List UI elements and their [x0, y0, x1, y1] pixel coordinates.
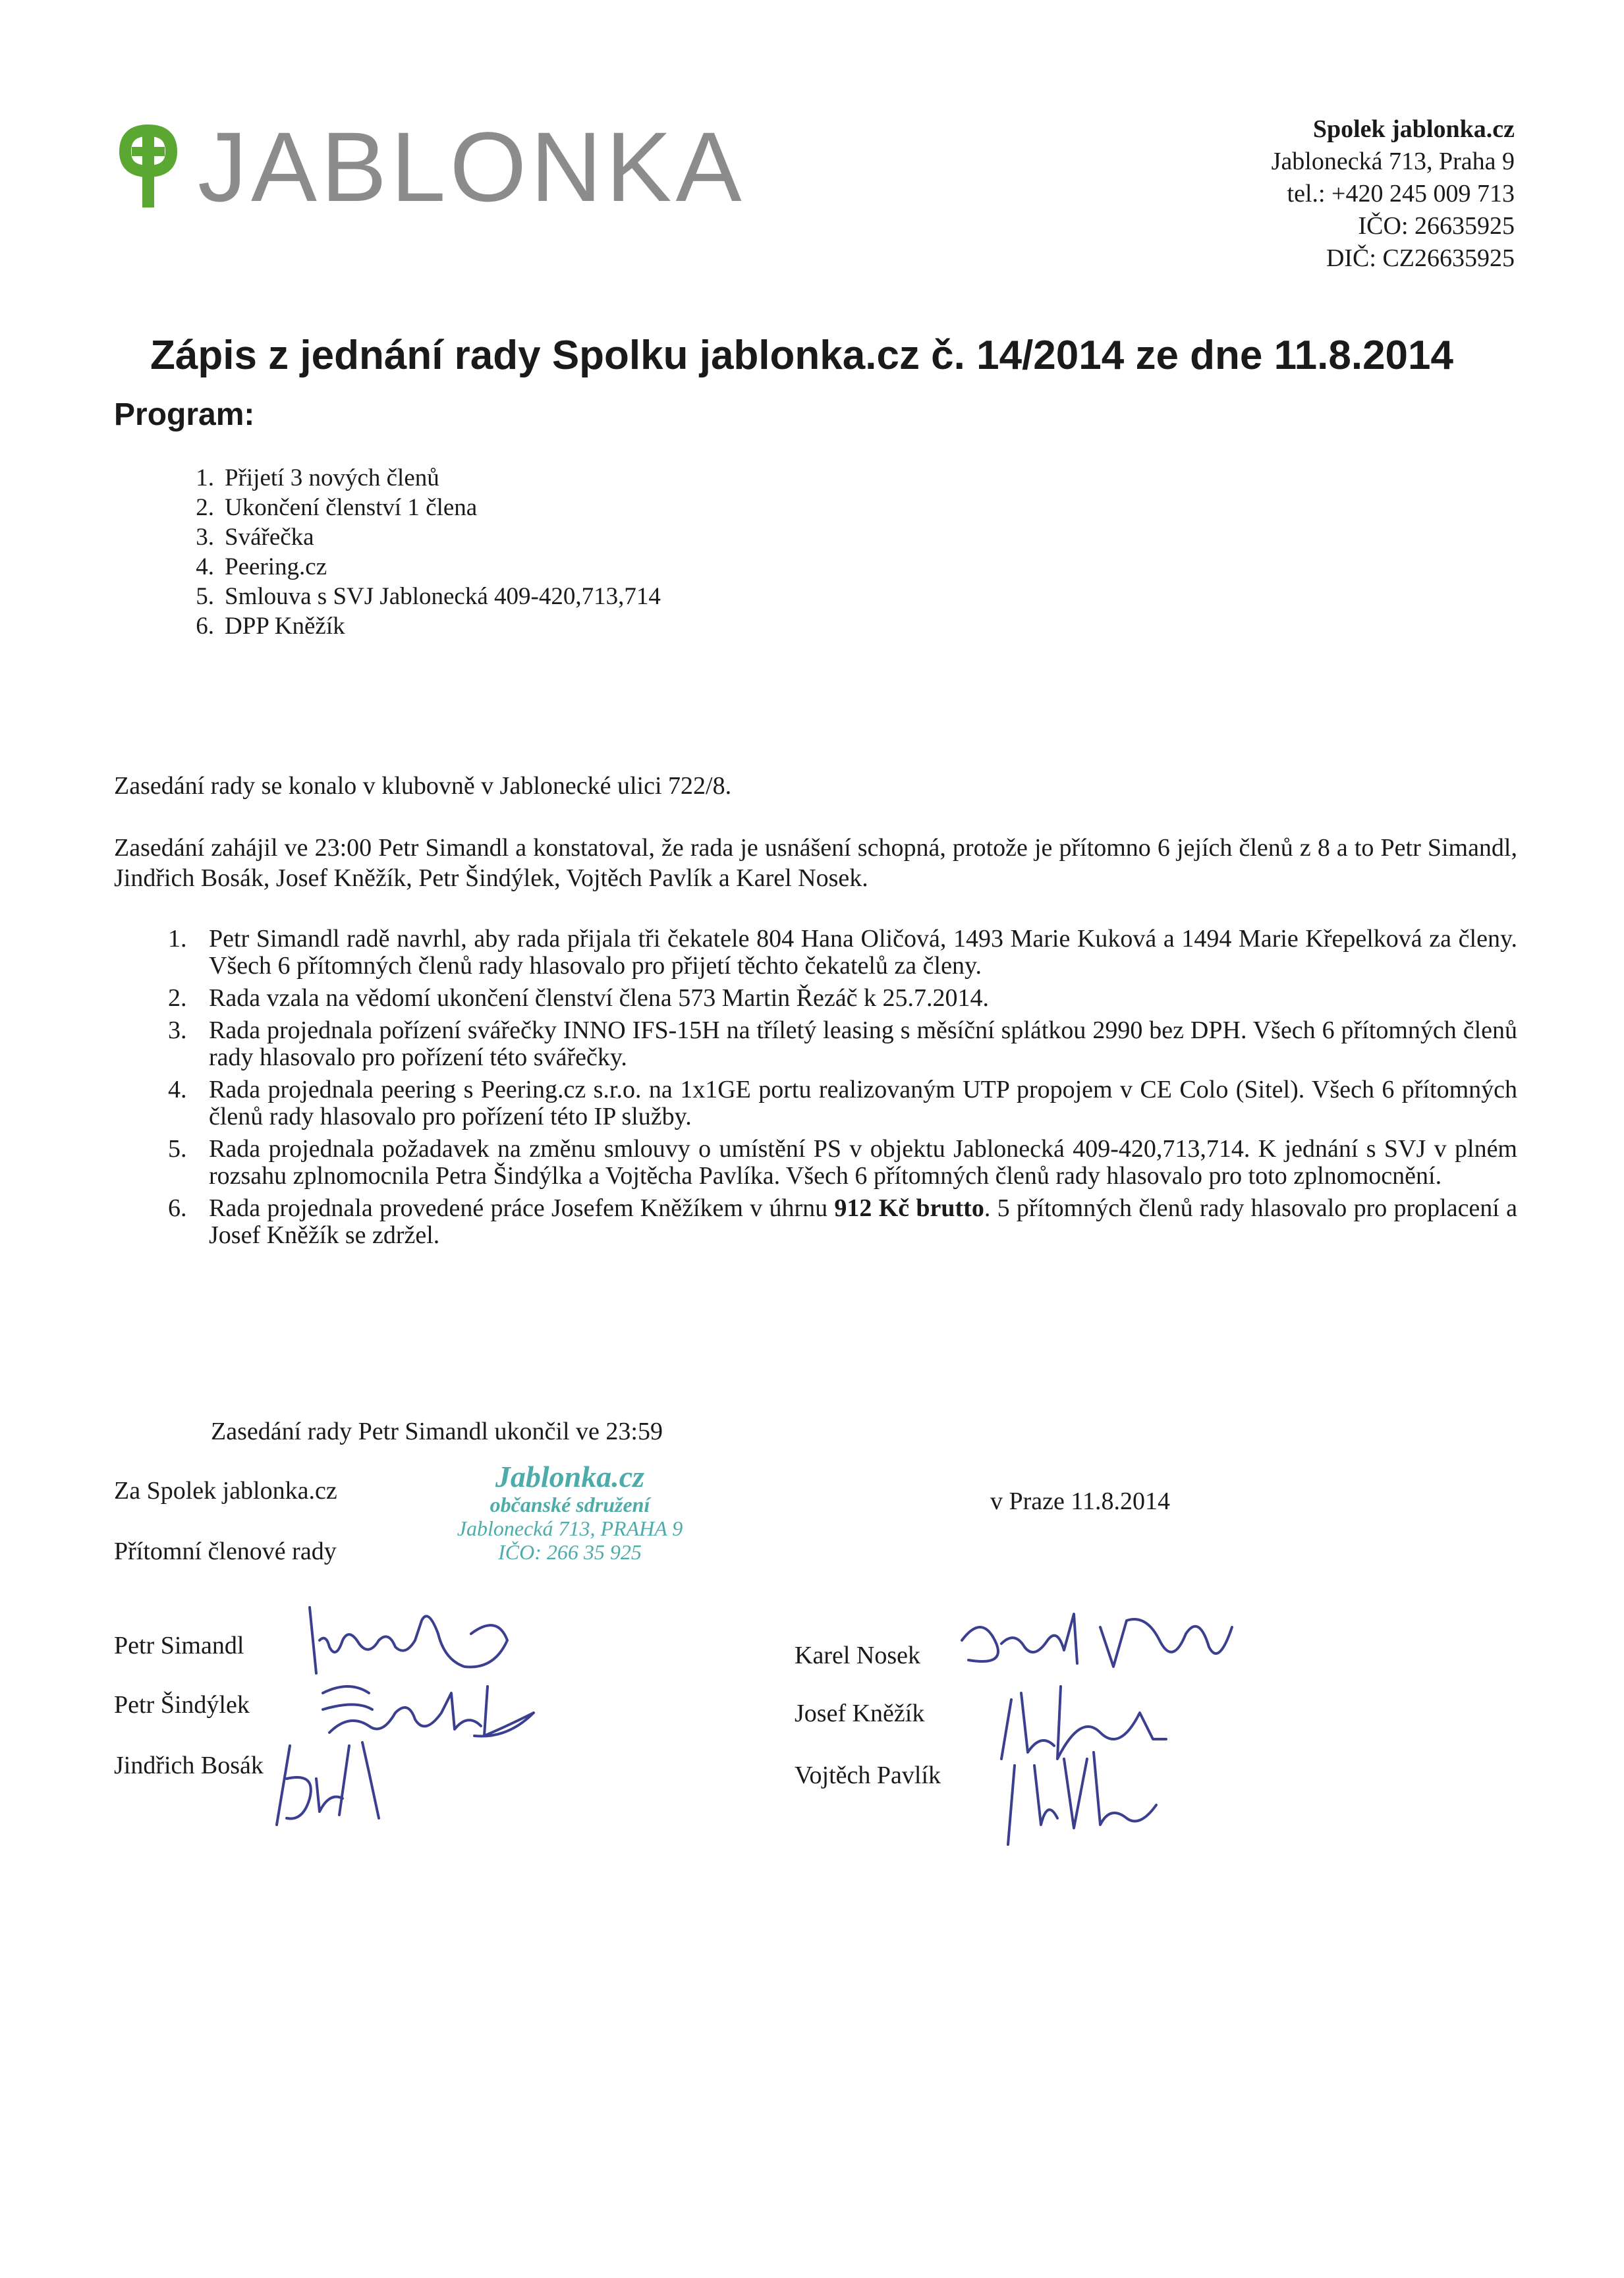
resolutions-list [168, 926, 1517, 1254]
organization-address: Jablonecká 713, Praha 9 [1271, 148, 1515, 175]
document-title: Zápis z jednání rady Spolku jablonka.cz č. 14/2014 ze dne 11.8.2014 [150, 333, 1454, 378]
present-members-label: Přítomní členové rady [114, 1538, 337, 1565]
logo-wordmark: JABLONKA [198, 111, 746, 222]
signature-bosak [264, 1733, 395, 1831]
program-item: 2. Ukončení členství 1 člena [196, 494, 478, 521]
program-item: 6. DPP Kněžík [196, 613, 345, 640]
resolution-item: 4. Rada projednala peering s Peering.cz s.r.o. na 1x1GE portu realizovaným UTP propojem v CE Colo (Sitel). Všech 6 přítomných členů rady hlasovalo pro pořízení této IP služby. [168, 1076, 1517, 1130]
signatory-name: Petr Šindýlek [114, 1691, 250, 1719]
place-date: v Praze 11.8.2014 [990, 1487, 1170, 1515]
resolution-item: 3. Rada projednala pořízení svářečky INNO IFS-15H na tříletý leasing s měsíční splátkou 2990 bez DPH. Všech 6 přítomných členů rady hlasovalo pro pořízení této svářečky. [168, 1016, 1517, 1071]
organization-name: Spolek jablonka.cz [1312, 115, 1515, 143]
signatory-name: Petr Simandl [114, 1632, 244, 1659]
signature-nosek [949, 1601, 1239, 1680]
organization-dic: DIČ: CZ26635925 [1326, 244, 1515, 272]
resolution-item: 2. Rada vzala na vědomí ukončení členství člena 573 Martin Řezáč k 25.7.2014. [168, 984, 989, 1012]
organization-phone: tel.: +420 245 009 713 [1287, 180, 1515, 208]
resolution-item: 1. Petr Simandl radě navrhl, aby rada přijala tři čekatele 804 Hana Oličová, 1493 Marie Kuková a 1494 Marie Křepelková za členy. Všech 6 přítomných členů rady hlasovalo pro přijetí těchto čekatelů za členy. [168, 925, 1517, 980]
signatory-name: Josef Kněžík [795, 1700, 925, 1727]
resolution-item: 6. Rada projednala provedené práce Josefem Kněžíkem v úhrnu 912 Kč brutto. 5 přítomných členů rady hlasovalo pro proplacení a Josef Kněžík se zdržel. [168, 1194, 1517, 1249]
apple-logo-icon [112, 119, 198, 217]
organization-ico: IČO: 26635925 [1358, 212, 1515, 240]
signature-simandl [296, 1594, 514, 1686]
signature-pavlik [995, 1739, 1166, 1851]
signatory-name: Jindřich Bosák [114, 1752, 264, 1779]
signatory-name: Vojtěch Pavlík [795, 1762, 941, 1789]
program-heading: Program: [114, 397, 255, 432]
program-item: 1. Přijetí 3 nových členů [196, 464, 439, 491]
organization-stamp: Jablonka.cz občanské sdružení Jablonecká 713, PRAHA 9 IČO: 266 35 925 [457, 1460, 683, 1564]
venue-paragraph: Zasedání rady se konalo v klubovně v Jablonecké ulici 722/8. [114, 772, 732, 800]
organization-info [1053, 113, 1515, 275]
on-behalf-label: Za Spolek jablonka.cz [114, 1477, 337, 1505]
opening-paragraph: Zasedání zahájil ve 23:00 Petr Simandl a konstatoval, že rada je usnášení schopná, protože je přítomno 6 jejích členů z 8 a to Petr Simandl, Jindřich Bosák, Josef Kněžík, Petr Šindýlek, Vojtěch Pavlík a Karel Nosek. [114, 834, 1517, 892]
program-list [194, 463, 661, 641]
jablonka-logo [112, 111, 746, 224]
program-item: 5. Smlouva s SVJ Jablonecká 409-420,713,714 [196, 583, 661, 610]
program-item: 4. Peering.cz [196, 553, 327, 580]
closing-statement: Zasedání rady Petr Simandl ukončil ve 23:59 [211, 1418, 663, 1445]
resolution-item: 5. Rada projednala požadavek na změnu smlouvy o umístění PS v objektu Jablonecká 409-420,713,714. K jednání s SVJ v plném rozsahu zplnomocnila Petra Šindýlka a Vojtěcha Pavlíka. Všech 6 přítomných členů rady hlasovalo pro toto zplnomocnění. [168, 1135, 1517, 1190]
signatory-name: Karel Nosek [795, 1642, 920, 1669]
payment-amount: 912 Kč brutto [834, 1194, 984, 1222]
program-item: 3. Svářečka [196, 524, 314, 551]
